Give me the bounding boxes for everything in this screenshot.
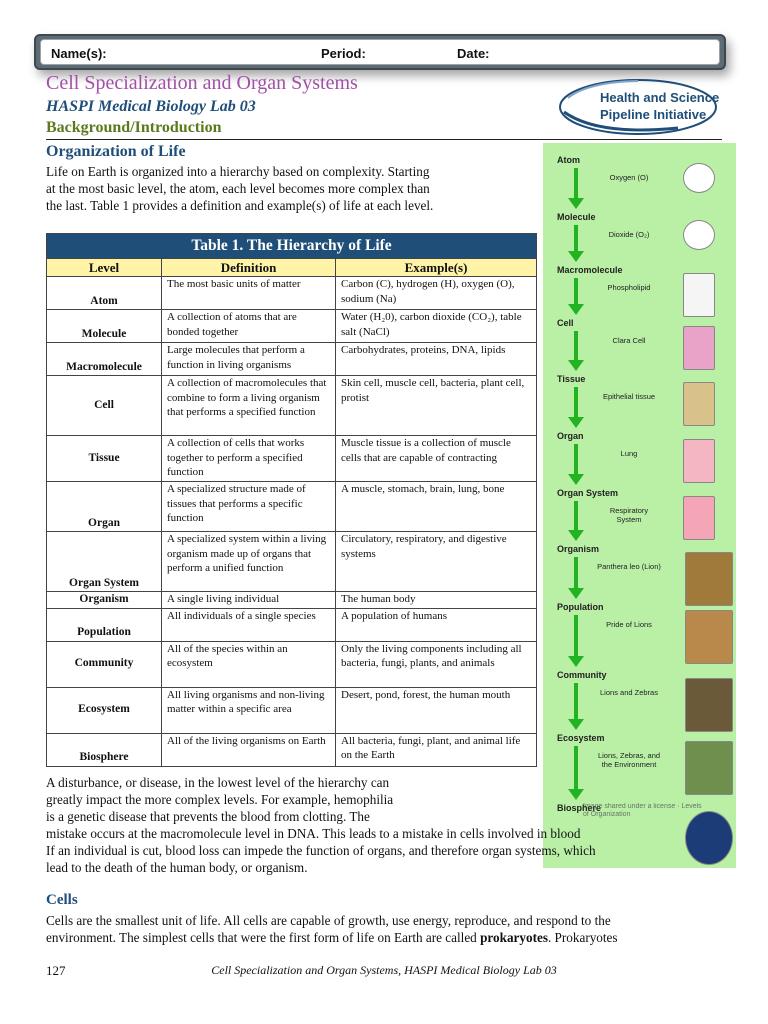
panel-level-image [683,163,715,193]
logo-text-line2: Pipeline Initiative [600,107,707,122]
panel-example-label: Respiratory System [609,506,649,524]
panel-level-label: Cell [557,318,574,328]
panel-level-image [685,610,733,664]
row-level: Molecule [47,310,162,343]
row-level: Organism [47,592,162,609]
row-level: Atom [47,277,162,310]
panel-example-label: Lung [620,449,638,458]
panel-example-label: Phospholipid [607,283,651,292]
panel-level-label: Organism [557,544,600,554]
disease-line: is a genetic disease that prevents the blood from clotting. The [46,809,370,824]
panel-level-label: Population [557,602,604,612]
table-row [47,482,537,532]
cells-text: . Prokaryotes [547,930,618,945]
panel-level-image [683,220,715,250]
period-label: Period: [321,46,366,61]
row-definition: All of the species within an ecosystem [162,641,336,687]
table-row [47,436,537,482]
table-row [47,376,537,436]
row-example: Skin cell, muscle cell, bacteria, plant cell, protist [336,376,537,436]
row-level: Ecosystem [47,687,162,733]
panel-level-image [683,496,715,540]
row-example: Desert, pond, forest, the human mouth [336,687,537,733]
row-definition: A specialized system within a living organism made up of organs that perform a unified function [162,532,336,592]
haspi-logo [558,78,718,136]
disease-line: greatly impact the more complex levels. For example, hemophilia [46,792,394,807]
table-row [47,277,537,310]
row-example: Carbon (C), hydrogen (H), oxygen (O), sodium (Na) [336,277,537,310]
row-example: Carbohydrates, proteins, DNA, lipids [336,343,537,376]
down-arrow-icon [567,168,585,209]
date-label: Date: [457,46,490,61]
panel-example-label: Lions, Zebras, and the Environment [597,751,661,769]
panel-level-label: Molecule [557,212,596,222]
cells-text: environment. The simplest cells that were the first form of life on Earth are called [46,930,481,945]
panel-level-label: Atom [557,155,580,165]
panel-level-image [683,326,715,370]
table-row [47,687,537,733]
down-arrow-icon [567,444,585,485]
panel-level-label: Tissue [557,374,586,384]
disease-paragraph [46,774,726,876]
panel-level-image [683,273,715,317]
row-definition: All individuals of a single species [162,608,336,641]
cells-line: Cells are the smallest unit of life. All cells are capable of growth, use energy, reproduce, and respond to the [46,913,611,928]
document-title: Cell Specialization and Organ Systems [46,72,358,94]
divider [46,139,722,140]
lab-subtitle: HASPI Medical Biology Lab 03 [46,98,256,115]
panel-example-label: Pride of Lions [606,620,652,629]
panel-example-label: Epithelial tissue [602,392,656,401]
panel-example-label: Dioxide (O₂) [608,230,650,239]
disease-line: A disturbance, or disease, in the lowest level of the hierarchy can [46,775,390,790]
row-level: Community [47,641,162,687]
row-level: Cell [47,376,162,436]
row-example: Circulatory, respiratory, and digestive systems [336,532,537,592]
table-row [47,310,537,343]
footer-title: Cell Specialization and Organ Systems, HASPI Medical Biology Lab 03 [211,963,557,977]
row-example: Water (H₂0), carbon dioxide (CO₂), table salt (NaCl) [336,310,537,343]
row-definition: A collection of macromolecules that combine to form a living organism that performs a specified function [162,376,336,436]
row-definition: A collection of cells that works together to perform a specified function [162,436,336,482]
header-bar-inner [40,39,720,65]
hierarchy-table [46,233,537,767]
table-row [47,733,537,766]
table-row [47,532,537,592]
panel-level-image [685,678,733,732]
disease-line: If an individual is cut, blood loss can impede the function of organs, and therefore organ systems, which [46,843,596,858]
row-definition: All living organisms and non-living matter within a specific area [162,687,336,733]
col-header-definition: Definition [162,259,336,277]
image-caption: Image shared under a license · Levels of Organization [583,803,702,818]
panel-level-image [685,552,733,606]
logo-text-line1: Health and Science [600,90,720,105]
cells-heading: Cells [46,892,78,908]
row-level: Biosphere [47,733,162,766]
down-arrow-icon [567,615,585,667]
table-row [47,592,537,609]
down-arrow-icon [567,225,585,262]
row-level: Population [47,608,162,641]
row-level: Organ [47,482,162,532]
row-level: Macromolecule [47,343,162,376]
row-definition: The most basic units of matter [162,277,336,310]
row-definition: Large molecules that perform a function in living organisms [162,343,336,376]
cells-paragraph [46,912,726,946]
name-label: Name(s): [51,46,107,61]
row-example: A population of humans [336,608,537,641]
intro-paragraph: Life on Earth is organized into a hierarchy based on complexity. Starting at the most basic level, the atom, each level becomes more complex than the last. Table 1 provides a definition and example(s) of life at each level. [46,164,434,213]
down-arrow-icon [567,331,585,371]
table-row [47,608,537,641]
table-row [47,641,537,687]
table-title: Table 1. The Hierarchy of Life [47,234,537,259]
col-header-level: Level [47,259,162,277]
row-example: The human body [336,592,537,609]
header-bar [34,34,726,70]
panel-level-label: Biosphere [557,803,602,813]
row-definition: A specialized structure made of tissues that performs a specific function [162,482,336,532]
prokaryotes-term: prokaryotes [480,930,548,945]
panel-level-label: Community [557,670,607,680]
row-level: Organ System [47,532,162,592]
panel-example-label: Lions and Zebras [600,688,658,697]
disease-line: lead to the death of the human body, or organism. [46,860,308,875]
panel-level-label: Organ [557,431,584,441]
panel-level-label: Ecosystem [557,733,605,743]
cells-line [46,929,726,946]
panel-example-label: Clara Cell [612,336,646,345]
row-example: All bacteria, fungi, plant, and animal life on the Earth [336,733,537,766]
row-definition: A single living individual [162,592,336,609]
panel-level-image [683,382,715,426]
down-arrow-icon [567,278,585,315]
row-example: Only the living components including all bacteria, fungi, plants, and animals [336,641,537,687]
table-row [47,343,537,376]
row-definition: A collection of atoms that are bonded together [162,310,336,343]
hierarchy-image-panel [543,143,736,868]
panel-level-image [683,439,715,483]
panel-level-label: Organ System [557,488,619,498]
down-arrow-icon [567,501,585,541]
row-definition: All of the living organisms on Earth [162,733,336,766]
col-header-examples: Example(s) [336,259,537,277]
down-arrow-icon [567,387,585,428]
organization-heading: Organization of Life [46,143,186,160]
down-arrow-icon [567,557,585,599]
disease-line: mistake occurs at the macromolecule level in DNA. This leads to a mistake in cells involved in blood [46,826,581,841]
down-arrow-icon [567,683,585,730]
row-example: A muscle, stomach, brain, lung, bone [336,482,537,532]
panel-level-label: Macromolecule [557,265,623,275]
panel-example-label: Panthera leo (Lion) [597,562,661,571]
panel-example-label: Oxygen (O) [609,173,649,182]
page-number: 127 [46,963,66,978]
row-example: Muscle tissue is a collection of muscle cells that are capable of contracting [336,436,537,482]
row-level: Tissue [47,436,162,482]
section-heading: Background/Introduction [46,119,222,136]
